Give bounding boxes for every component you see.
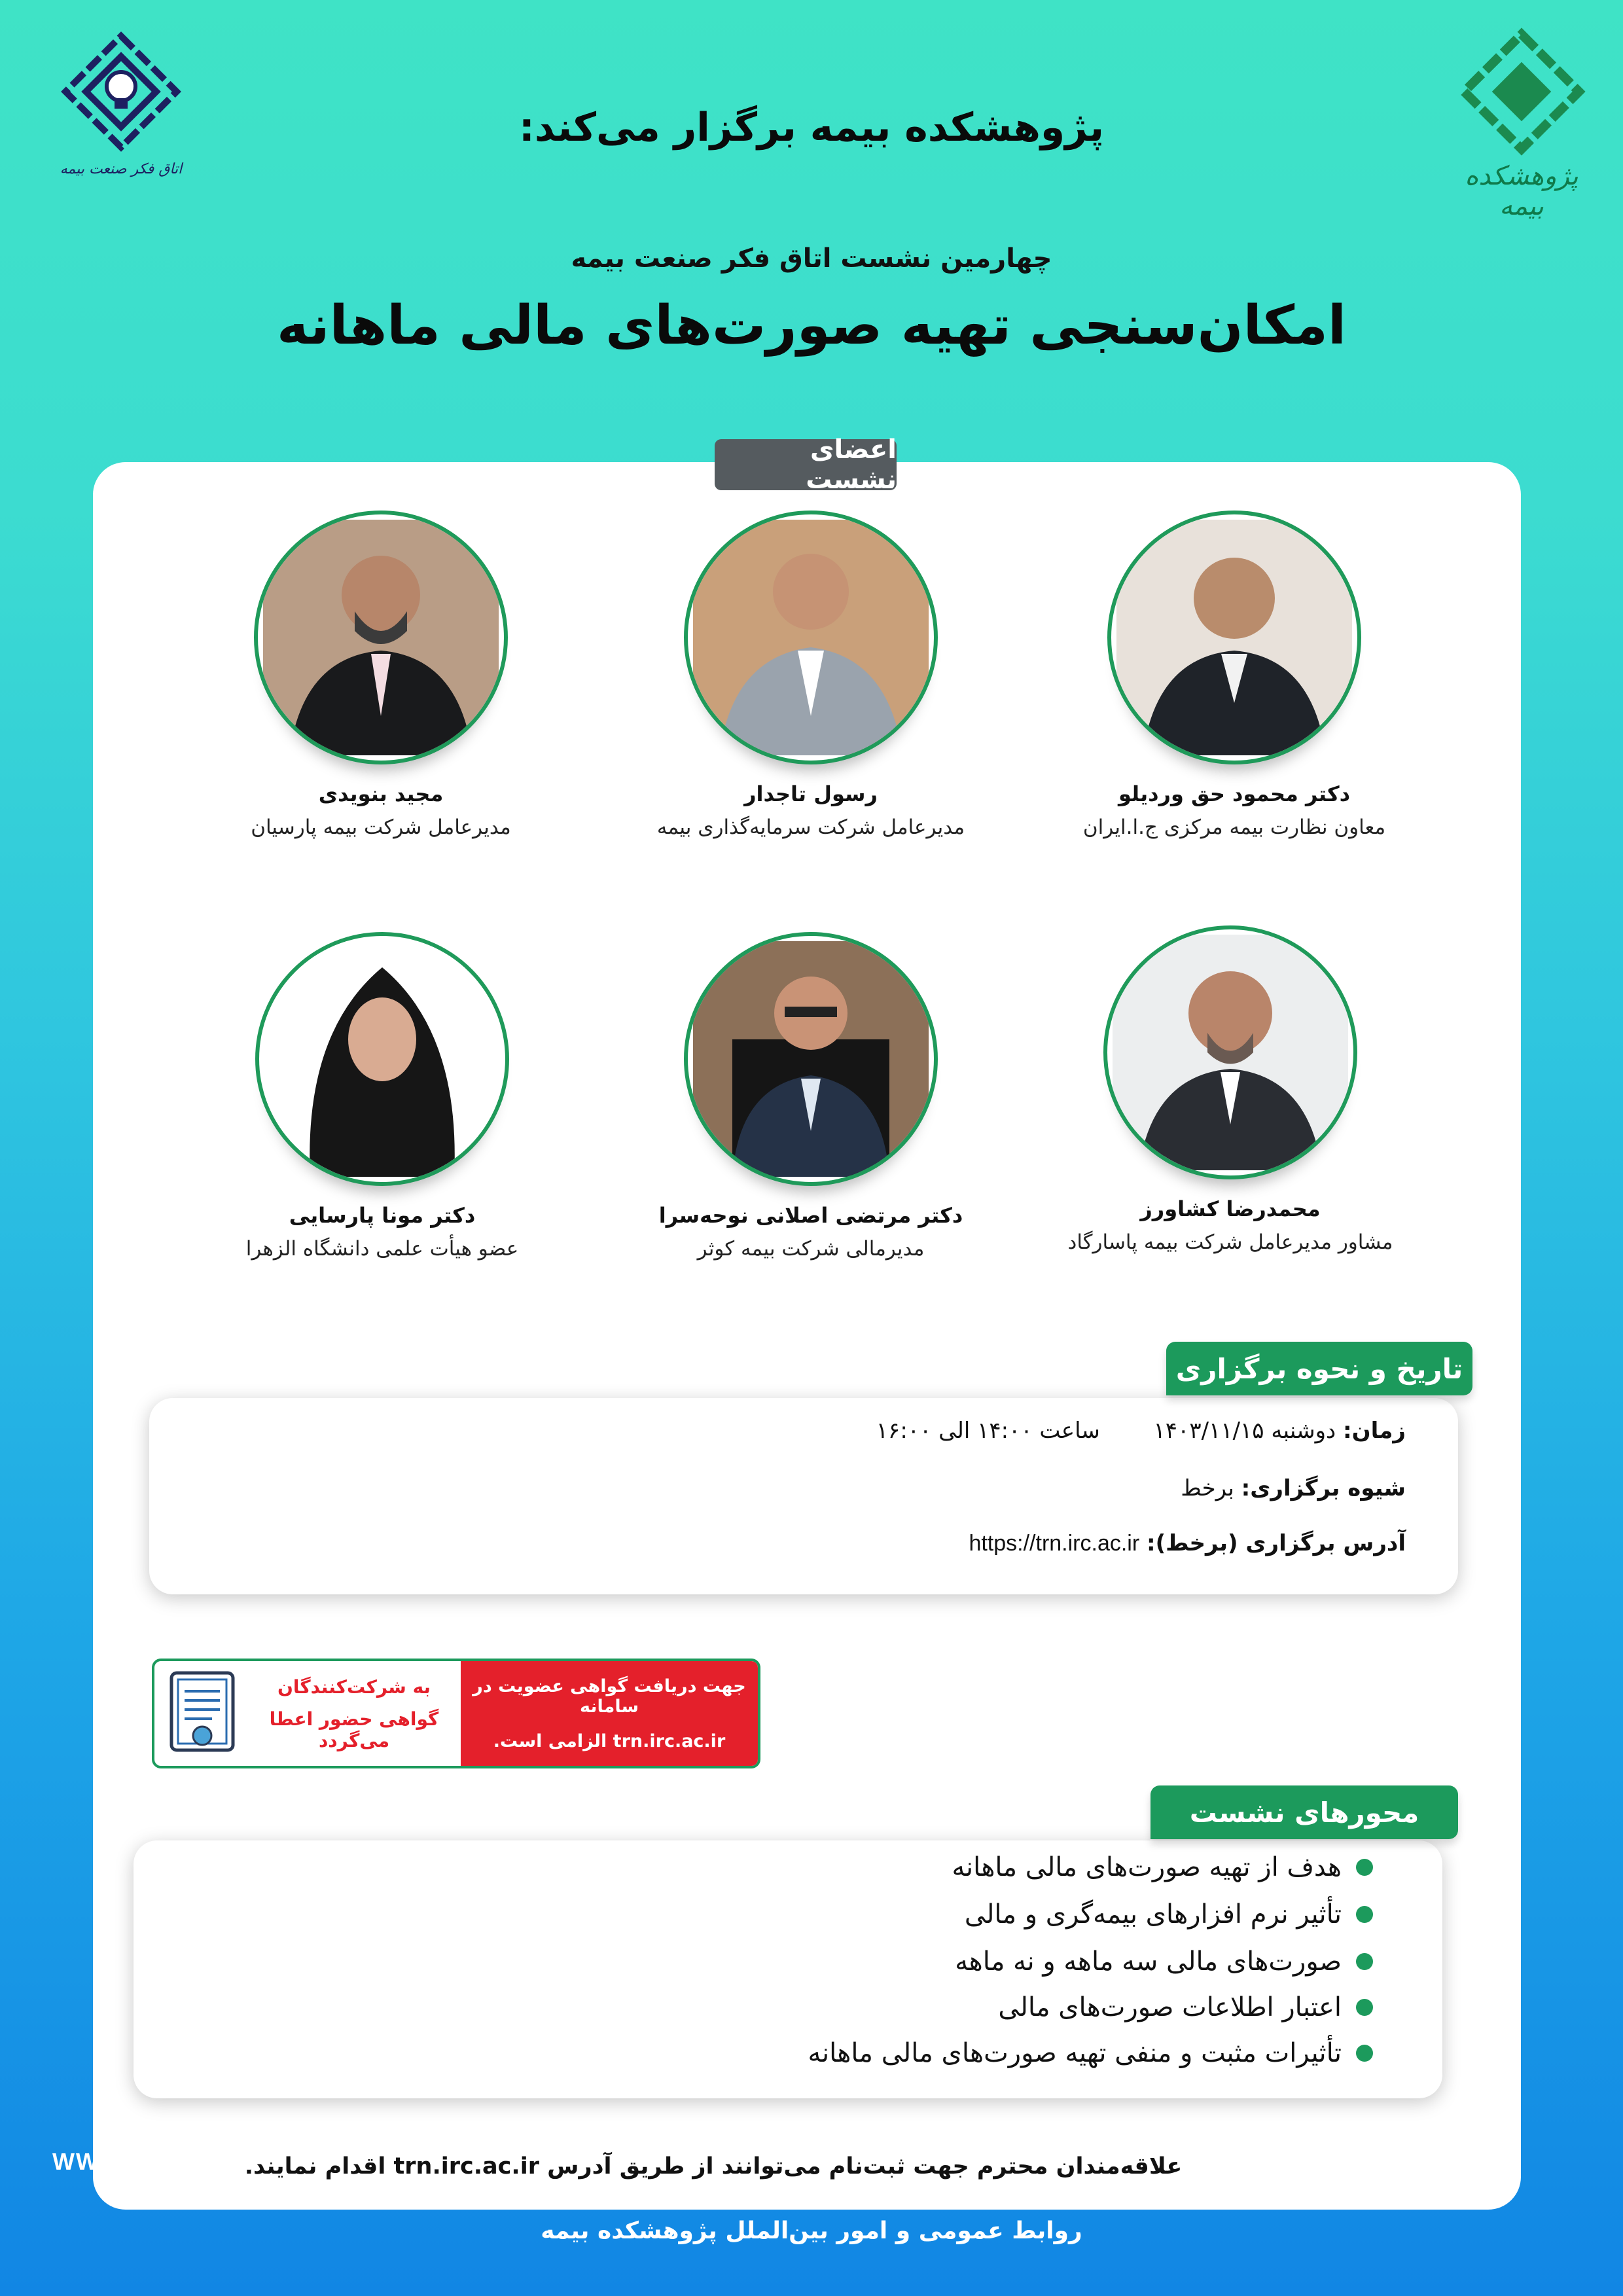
left-logo-caption: اتاق فکر صنعت بیمه <box>60 161 183 177</box>
member-name: محمدرضا کشاورز <box>1140 1196 1321 1221</box>
member-role: معاون نظارت بیمه مرکزی ج.ا.ایران <box>1082 816 1386 839</box>
certificate-note-1: به شرکت‌کنندگان <box>277 1676 431 1698</box>
certificate-note <box>253 1661 455 1766</box>
public-relations-credit: روابط عمومی و امور بین‌الملل پژوهشکده بیمه <box>541 2217 1082 2244</box>
member-photo <box>684 932 938 1186</box>
topic-text: اعتبار اطلاعات صورت‌های مالی <box>998 1992 1342 2022</box>
right-logo-caption: پژوهشکده بیمه <box>1465 161 1578 221</box>
bullet-dot-icon <box>1356 1906 1373 1923</box>
member-photo <box>1103 925 1357 1179</box>
member-role: مدیرعامل شرکت بیمه پارسیان <box>251 816 511 839</box>
session-subtitle: چهارمین نشست اتاق فکر صنعت بیمه <box>571 243 1052 274</box>
session-title: امکان‌سنجی تهیه صورت‌های مالی ماهانه <box>277 295 1346 357</box>
panel-members-label: اعضای نشست <box>715 439 897 490</box>
member-card <box>1027 925 1433 1254</box>
address-line <box>969 1530 1406 1556</box>
bullet-dot-icon <box>1356 1953 1373 1970</box>
certificate-banner <box>152 1659 760 1768</box>
topic-item <box>808 2038 1374 2068</box>
member-card <box>178 511 584 839</box>
member-role: عضو هیأت علمی دانشگاه الزهرا <box>245 1237 519 1261</box>
event-mode: برخط <box>1181 1475 1234 1501</box>
topic-text: تأثیرات مثبت و منفی تهیه صورت‌های مالی ماهانه <box>808 2038 1342 2068</box>
think-tank-logo <box>46 26 196 177</box>
member-card <box>179 932 585 1261</box>
organizer-heading: پژوهشکده بیمه برگزار می‌کند: <box>518 105 1105 151</box>
website-link[interactable]: WWW.IRC.AC.IR <box>52 2148 253 2175</box>
member-name: مجید بنویدی <box>318 781 444 806</box>
member-role: مدیرمالی شرکت بیمه کوثر <box>697 1237 925 1261</box>
event-address-link[interactable]: https://trn.irc.ac.ir <box>969 1531 1140 1556</box>
event-date: دوشنبه ۱۴۰۳/۱۱/۱۵ <box>1153 1418 1336 1444</box>
member-photo <box>684 511 938 764</box>
member-photo <box>1107 511 1361 764</box>
topic-item <box>955 1946 1373 1977</box>
bullet-dot-icon <box>1356 1999 1373 2016</box>
bullet-dot-icon <box>1356 2045 1373 2062</box>
schedule-section-label: تاریخ و نحوه برگزاری <box>1166 1342 1472 1395</box>
member-name: دکتر مونا پارسایی <box>289 1203 476 1228</box>
address-label: آدرس برگزاری (برخط): <box>1147 1530 1406 1556</box>
member-role: مدیرعامل شرکت سرمایه‌گذاری بیمه <box>656 816 965 839</box>
certificate-requirement <box>461 1661 758 1766</box>
certificate-note-2: گواهی حضور اعطا می‌گردد <box>269 1708 439 1751</box>
certificate-line-2: trn.irc.ac.ir الزامی است. <box>493 1731 726 1751</box>
certificate-line-1: جهت دریافت گواهی عضویت در سامانه <box>473 1676 746 1717</box>
topic-item <box>998 1992 1373 2022</box>
member-role: مشاور مدیرعامل شرکت بیمه پاسارگاد <box>1067 1230 1393 1254</box>
time-line <box>876 1418 1406 1444</box>
member-card <box>608 511 1014 839</box>
topic-text: صورت‌های مالی سه ماهه و نه ماهه <box>955 1946 1342 1977</box>
topic-item <box>952 1852 1373 1882</box>
bullet-dot-icon <box>1356 1859 1373 1876</box>
mode-label: شیوه برگزاری: <box>1241 1475 1406 1501</box>
member-photo <box>254 511 508 764</box>
topics-section-label: محورهای نشست <box>1150 1785 1458 1839</box>
registration-note: علاقه‌مندان محترم جهت ثبت‌نام می‌توانند از طریق آدرس trn.irc.ac.ir اقدام نمایند. <box>244 2153 1183 2179</box>
member-card <box>608 932 1014 1261</box>
member-name: دکتر مرتضی اصلانی نوحه‌سرا <box>658 1203 963 1228</box>
certificate-icon <box>166 1670 238 1755</box>
event-hours: ساعت ۱۴:۰۰ الی ۱۶:۰۰ <box>876 1418 1100 1444</box>
schedule-box <box>149 1398 1458 1594</box>
member-name: رسول تاجدار <box>744 781 878 806</box>
member-card <box>1031 511 1437 839</box>
topic-item <box>965 1899 1373 1929</box>
topic-text: هدف از تهیه صورت‌های مالی ماهانه <box>952 1852 1342 1882</box>
member-name: دکتر محمود حق وردیلو <box>1118 781 1350 806</box>
mode-line <box>1181 1475 1406 1501</box>
member-photo <box>255 932 509 1186</box>
time-label: زمان: <box>1342 1418 1406 1444</box>
topic-text: تأثیر نرم افزارهای بیمه‌گری و مالی <box>964 1899 1342 1929</box>
